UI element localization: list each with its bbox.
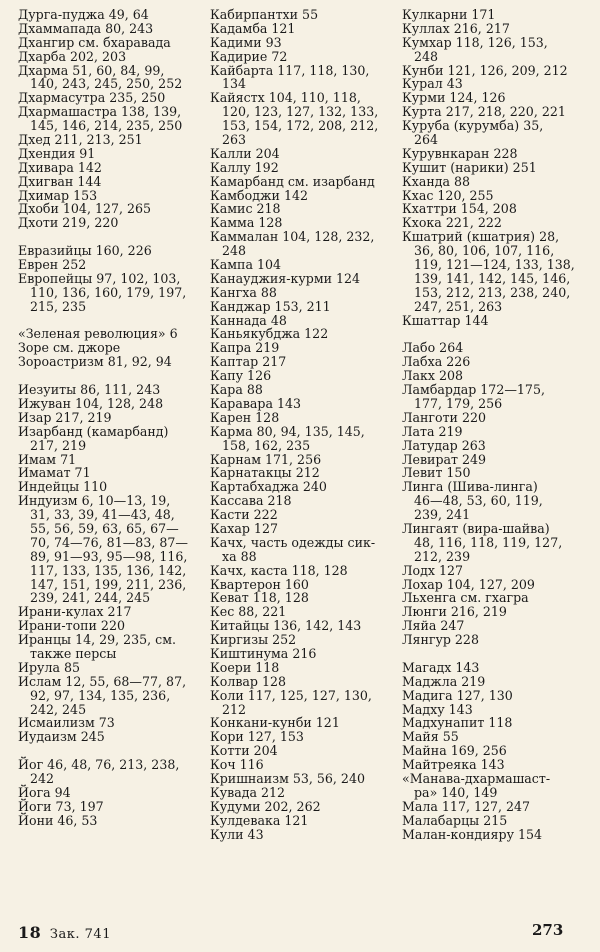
index-entry: Кхас 120, 255 [402, 187, 494, 203]
index-entry-continuation: 119, 121—124, 133, 138, [414, 257, 575, 273]
index-entry: Кули 43 [210, 826, 264, 842]
index-entry: Куллах 216, 217 [402, 20, 510, 36]
index-entry: Майя 55 [402, 729, 459, 745]
index-entry: Курми 124, 126 [402, 90, 506, 106]
index-entry: Кайястх 104, 110, 118, [210, 90, 361, 106]
index-entry-continuation: ха 88 [222, 548, 257, 564]
index-entry: Мадху 143 [402, 701, 473, 717]
index-entry: Курта 217, 218, 220, 221 [402, 104, 566, 120]
index-entry: Кшаттар 144 [402, 312, 489, 328]
index-entry: Дхед 211, 213, 251 [18, 132, 143, 148]
section-gap [18, 314, 200, 328]
index-entry: Малан-кондияру 154 [402, 826, 543, 842]
index-entry: Карен 128 [210, 409, 280, 425]
index-entry: Китайцы 136, 142, 143 [210, 618, 362, 634]
index-entry: Кайбарта 117, 118, 130, [210, 62, 370, 78]
index-entry: Кумхар 118, 126, 153, [402, 34, 548, 50]
index-entry: Каннада 48 [210, 312, 287, 328]
index-entry: «Манава-дхармашаст- [402, 770, 551, 786]
page-number: 273 [532, 921, 564, 939]
index-entry-continuation: 158, 162, 235 [222, 437, 311, 453]
index-entry-continuation: 247, 251, 263 [414, 298, 503, 314]
index-entry: Кампа 104 [210, 257, 281, 273]
signature-text: Зак. 741 [49, 927, 111, 942]
index-entry: Майтреяка 143 [402, 757, 505, 773]
index-entry: Иезуиты 86, 111, 243 [18, 382, 161, 398]
index-entry: Магадх 143 [402, 659, 480, 675]
index-entry: Кассава 218 [210, 493, 292, 509]
index-entry: Кадирие 72 [210, 48, 288, 64]
index-entry: Кшатрий (кшатрия) 28, [402, 229, 560, 245]
index-entry: Картабхаджа 240 [210, 479, 327, 495]
index-entry: Коли 117, 125, 127, 130, [210, 687, 372, 703]
index-entry: Камис 218 [210, 201, 281, 217]
index-entry: Кулдевака 121 [210, 812, 309, 828]
index-entry-continuation: 242, 245 [30, 701, 87, 717]
index-entry: Ламбардар 172—175, [402, 382, 545, 398]
index-entry: Лянгур 228 [402, 632, 479, 648]
index-entry: Мадига 127, 130 [402, 687, 513, 703]
index-entry: Кувада 212 [210, 784, 286, 800]
index-entry: Кара 88 [210, 382, 263, 398]
index-entry: Имам 71 [18, 451, 77, 467]
index-entry-continuation: ра» 140, 149 [414, 784, 498, 800]
index-entry: Лабха 226 [402, 354, 471, 370]
index-column-2 [210, 8, 394, 841]
index-entry: Кушит (нарики) 251 [402, 159, 537, 175]
index-entry: Дхармашастра 138, 139, [18, 104, 182, 120]
index-entry: Имамат 71 [18, 465, 91, 481]
index-entry: Ислам 12, 55, 68—77, 87, [18, 673, 187, 689]
index-entry: Йог 46, 48, 76, 213, 238, [18, 757, 180, 773]
index-entry-continuation: 48, 116, 118, 119, 127, [414, 534, 563, 550]
index-entry-continuation: 31, 33, 39, 41—43, 48, [30, 507, 175, 523]
index-entry-continuation: 217, 219 [30, 437, 87, 453]
index-entry-continuation: 215, 235 [30, 298, 87, 314]
index-entry: Капра 219 [210, 340, 280, 356]
index-entry-continuation: 212, 239 [414, 548, 471, 564]
index-entry: «Зеленая революция» 6 [18, 326, 178, 342]
index-entry-continuation: 242 [30, 770, 55, 786]
index-entry: Кхока 221, 222 [402, 215, 502, 231]
index-entry: Малабарцы 215 [402, 812, 508, 828]
index-entry: Индуизм 6, 10—13, 19, [18, 493, 171, 509]
index-entry: Котти 204 [210, 743, 278, 759]
index-entry: Конкани-кунби 121 [210, 715, 340, 731]
index-entry: Куруба (курумба) 35, [402, 118, 544, 134]
index-entry-continuation: 263 [222, 132, 247, 148]
index-entry: Люнги 216, 219 [402, 604, 507, 620]
index-entry: Ижуван 104, 128, 248 [18, 395, 164, 411]
index-entry: Йоги 73, 197 [18, 798, 104, 814]
index-entry: Мадхунапит 118 [402, 715, 513, 731]
index-entry: Лохар 104, 127, 209 [402, 576, 535, 592]
index-entry: Кангха 88 [210, 284, 277, 300]
index-entry-continuation: 120, 123, 127, 132, 133, [222, 104, 379, 120]
index-entry: Кабирпантхи 55 [210, 7, 319, 22]
index-entry: Кунби 121, 126, 209, 212 [402, 62, 568, 78]
index-entry-continuation: 145, 146, 214, 235, 250 [30, 118, 183, 134]
index-entry-continuation: 147, 151, 199, 211, 236, [30, 576, 187, 592]
index-entry: Каньякубджа 122 [210, 326, 329, 342]
index-entry: Дхарба 202, 203 [18, 48, 127, 64]
index-entry: Еврен 252 [18, 257, 87, 273]
index-entry: Маджла 219 [402, 673, 486, 689]
index-entry: Дхармасутра 235, 250 [18, 90, 166, 106]
section-gap [402, 327, 586, 341]
index-entry-continuation: 70, 74—76, 81—83, 87— [30, 534, 188, 550]
index-entry-continuation: 264 [414, 132, 439, 148]
index-entry-continuation: 134 [222, 76, 247, 92]
index-entry: Каллу 192 [210, 159, 279, 175]
index-entry: Калли 204 [210, 145, 280, 161]
index-entry-continuation: 92, 97, 134, 135, 236, [30, 687, 171, 703]
index-entry: Камма 128 [210, 215, 283, 231]
index-entry: Коери 118 [210, 659, 280, 675]
index-entry: Дурга-пуджа 49, 64 [18, 7, 149, 22]
index-entry: Кес 88, 221 [210, 604, 287, 620]
index-entry: Ирула 85 [18, 659, 80, 675]
index-entry: Капу 126 [210, 368, 272, 384]
index-entry: Дхангир см. бхаравада [18, 34, 171, 50]
index-entry-continuation: 239, 241 [414, 507, 471, 523]
index-entry: Мала 117, 127, 247 [402, 798, 531, 814]
index-entry: Ляйа 247 [402, 618, 465, 634]
index-entry: Каптар 217 [210, 354, 287, 370]
index-entry: Курал 43 [402, 76, 463, 92]
index-entry: Дхарма 51, 60, 84, 99, [18, 62, 165, 78]
printer-signature [18, 923, 111, 942]
index-entry-continuation: 153, 212, 213, 238, 240, [414, 284, 571, 300]
signature-number: 18 [18, 923, 42, 942]
index-entry: Камарбанд см. изарбанд [210, 173, 375, 189]
index-entry-continuation: 46—48, 53, 60, 119, [414, 493, 543, 509]
index-entry-continuation: также персы [30, 645, 117, 661]
index-entry: Иранцы 14, 29, 235, см. [18, 632, 177, 648]
index-entry: Кадими 93 [210, 34, 282, 50]
index-entry: Лакх 208 [402, 368, 464, 384]
index-entry: Йони 46, 53 [18, 812, 98, 828]
index-entry: Квартерон 160 [210, 576, 309, 592]
index-entry: Карнатакцы 212 [210, 465, 320, 481]
index-entry: Коч 116 [210, 757, 264, 773]
index-entry: Дхендия 91 [18, 145, 96, 161]
index-entry-continuation: 110, 136, 160, 179, 197, [30, 284, 187, 300]
index-entry: Линга (Шива-линга) [402, 479, 538, 495]
index-entry-continuation: 239, 241, 244, 245 [30, 590, 151, 606]
index-entry: Кханда 88 [402, 173, 471, 189]
index-column-1 [18, 8, 200, 828]
index-entry: Дхаммапада 80, 243 [18, 20, 154, 36]
index-entry: Кахар 127 [210, 520, 278, 536]
index-entry: Дхивара 142 [18, 159, 102, 175]
index-entry-continuation: 248 [222, 243, 247, 259]
index-entry: Евразийцы 160, 226 [18, 243, 152, 259]
index-entry-continuation: 89, 91—93, 95—98, 116, [30, 548, 188, 564]
index-entry: Кудуми 202, 262 [210, 798, 321, 814]
index-entry: Латудар 263 [402, 437, 486, 453]
index-entry: Карма 80, 94, 135, 145, [210, 423, 365, 439]
index-entry-continuation: 153, 154, 172, 208, 212, [222, 118, 379, 134]
index-entry: Изарбанд (камарбанд) [18, 423, 169, 439]
index-entry: Дхоти 219, 220 [18, 215, 119, 231]
index-entry: Иудаизм 245 [18, 729, 105, 745]
index-entry: Лабо 264 [402, 340, 464, 356]
index-entry: Зоре см. джоре [18, 340, 121, 356]
index-entry: Льхенга см. гхагра [402, 590, 529, 606]
index-entry: Канджар 153, 211 [210, 298, 331, 314]
index-entry: Киштинума 216 [210, 645, 317, 661]
index-entry: Кришнаизм 53, 56, 240 [210, 770, 365, 786]
index-entry: Ирани-топи 220 [18, 618, 125, 634]
index-entry: Камбоджи 142 [210, 187, 308, 203]
index-column-3 [402, 8, 586, 841]
section-gap [18, 369, 200, 383]
index-entry: Кулкарни 171 [402, 7, 496, 22]
index-entry: Левит 150 [402, 465, 471, 481]
index-entry: Каравара 143 [210, 395, 302, 411]
index-entry-continuation: 139, 141, 142, 145, 146, [414, 270, 571, 286]
index-entry: Лата 219 [402, 423, 463, 439]
index-entry-continuation: 177, 179, 256 [414, 395, 503, 411]
index-entry: Европейцы 97, 102, 103, [18, 270, 181, 286]
index-entry-continuation: 212 [222, 701, 247, 717]
index-entry: Курувнкаран 228 [402, 145, 518, 161]
index-entry: Ирани-кулах 217 [18, 604, 132, 620]
index-entry: Карнам 171, 256 [210, 451, 322, 467]
index-entry: Кадамба 121 [210, 20, 296, 36]
index-entry: Кхаттри 154, 208 [402, 201, 517, 217]
index-entry: Левират 249 [402, 451, 487, 467]
index-entry: Лодх 127 [402, 562, 463, 578]
index-entry: Качх, часть одежды сик- [210, 534, 376, 550]
index-entry: Ланготи 220 [402, 409, 486, 425]
index-entry-continuation: 117, 133, 135, 136, 142, [30, 562, 187, 578]
index-entry-continuation: 55, 56, 59, 63, 65, 67— [30, 520, 179, 536]
section-gap [402, 647, 586, 661]
section-gap [18, 744, 200, 758]
index-entry: Дхимар 153 [18, 187, 98, 203]
index-entry: Касти 222 [210, 507, 278, 523]
index-entry-continuation: 248 [414, 48, 439, 64]
index-entry: Йога 94 [18, 784, 71, 800]
index-entry: Качх, каста 118, 128 [210, 562, 348, 578]
index-entry: Индейцы 110 [18, 479, 108, 495]
index-entry: Дхоби 104, 127, 265 [18, 201, 152, 217]
index-entry: Майна 169, 256 [402, 743, 507, 759]
index-entry: Колвар 128 [210, 673, 287, 689]
index-entry: Киргизы 252 [210, 632, 297, 648]
index-entry: Кори 127, 153 [210, 729, 304, 745]
index-entry: Канауджия-курми 124 [210, 270, 361, 286]
index-entry: Кеват 118, 128 [210, 590, 309, 606]
index-entry: Изар 217, 219 [18, 409, 112, 425]
index-entry: Дхигван 144 [18, 173, 102, 189]
section-gap [18, 230, 200, 244]
index-entry-continuation: 36, 80, 106, 107, 116, [414, 243, 555, 259]
index-entry: Зороастризм 81, 92, 94 [18, 354, 172, 370]
index-entry-continuation: 140, 243, 245, 250, 252 [30, 76, 183, 92]
index-entry: Исмаилизм 73 [18, 715, 115, 731]
index-entry: Лингаят (вира-шайва) [402, 520, 550, 536]
index-entry: Каммалан 104, 128, 232, [210, 229, 375, 245]
